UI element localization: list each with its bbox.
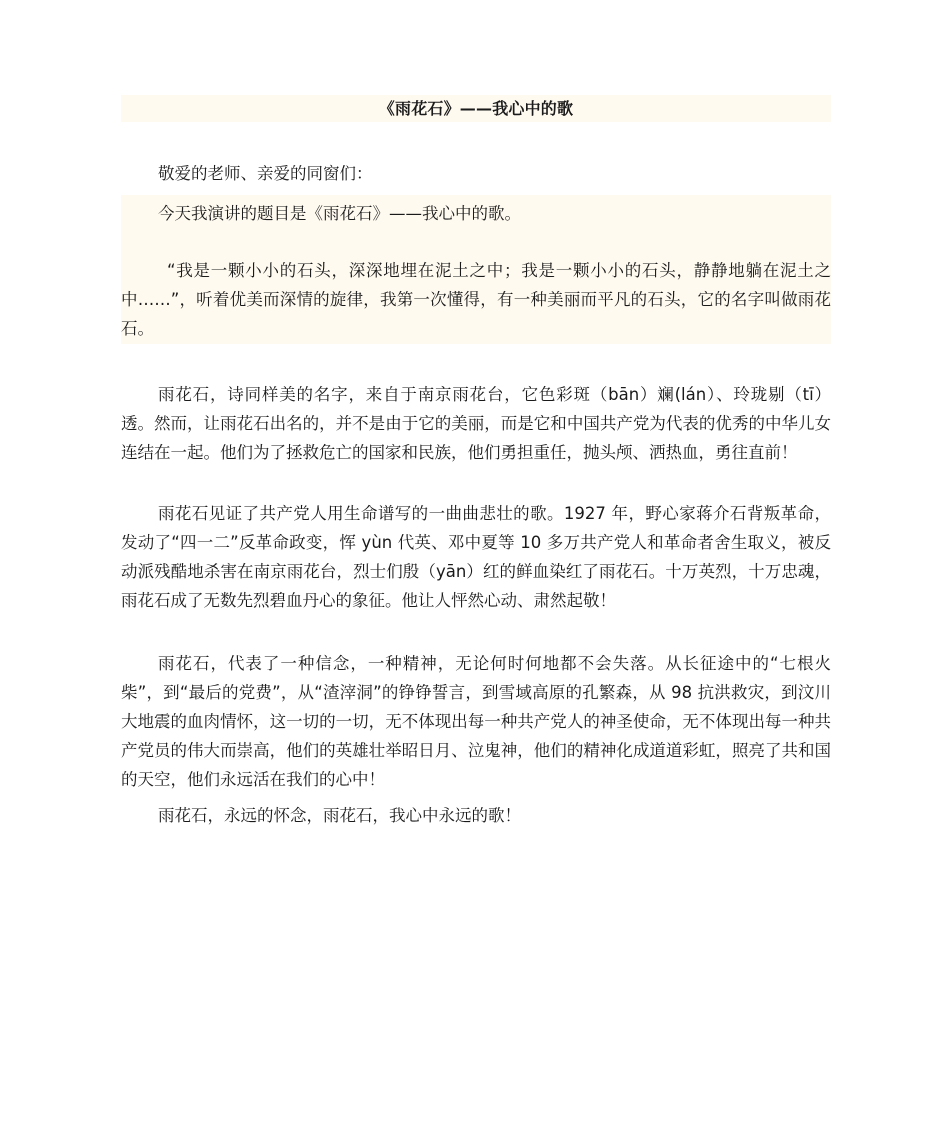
paragraph-name-origin: 雨花石，诗同样美的名字，来自于南京雨花台，它色彩斑（bān）斓(lán）、玲珑剔（tī）透。然而，让雨花石出名的，并不是由于它的美丽，而是它和中国共产党为代表的优秀的中华儿女连结在一起。他们为了拯救危亡的国家和民族，他们勇担重任，抛头颅、洒热血，勇往直前！ xyxy=(121,385,831,462)
paragraph-closing: 雨花石，永远的怀念，雨花石，我心中永远的歌！ xyxy=(158,806,521,825)
paragraph-lyric: “我是一颗小小的石头，深深地埋在泥土之中；我是一颗小小的石头，静静地躺在泥土之中……”，听着优美而深情的旋律，我第一次懂得，有一种美丽而平凡的石头，它的名字叫做雨花石。 xyxy=(121,261,831,338)
paragraph-spirit: 雨花石，代表了一种信念，一种精神，无论何时何地都不会失落。从长征途中的“七根火柴”，到“最后的党费”，从“渣滓洞”的铮铮誓言，到雪域高原的孔繁森，从 98 抗洪救灾，到汶川大地震的血肉情怀，这一切的一切，无不体现出每一种共产党人的神圣使命，无不体现出每一种共产党员的伟大而崇高，他们的英雄壮举昭日月、泣鬼神，他们的精神化成道道彩虹，照亮了共和国的天空，他们永远活在我们的心中！ xyxy=(121,654,831,789)
intro-paragraph: 今天我演讲的题目是《雨花石》——我心中的歌。 xyxy=(158,204,521,223)
paragraph-history: 雨花石见证了共产党人用生命谱写的一曲曲悲壮的歌。1927 年，野心家蒋介石背叛革命，发动了“四一二”反革命政变，恽 yùn 代英、邓中夏等 10 多万共产党人和革命者舍生取义，被反动派残酷地杀害在南京雨花台，烈士们殷（yān）红的鲜血染红了雨花石。十万英烈，十万忠魂，雨花石成了无数先烈碧血丹心的象征。他让人怦然心动、肃然起敬！ xyxy=(121,504,831,610)
document-page xyxy=(121,95,831,830)
greeting: 敬爱的老师、亲爱的同窗们： xyxy=(158,164,373,183)
document-title: 《雨花石》——我心中的歌 xyxy=(378,99,574,118)
title-band xyxy=(121,95,831,122)
highlight-band xyxy=(121,195,831,344)
